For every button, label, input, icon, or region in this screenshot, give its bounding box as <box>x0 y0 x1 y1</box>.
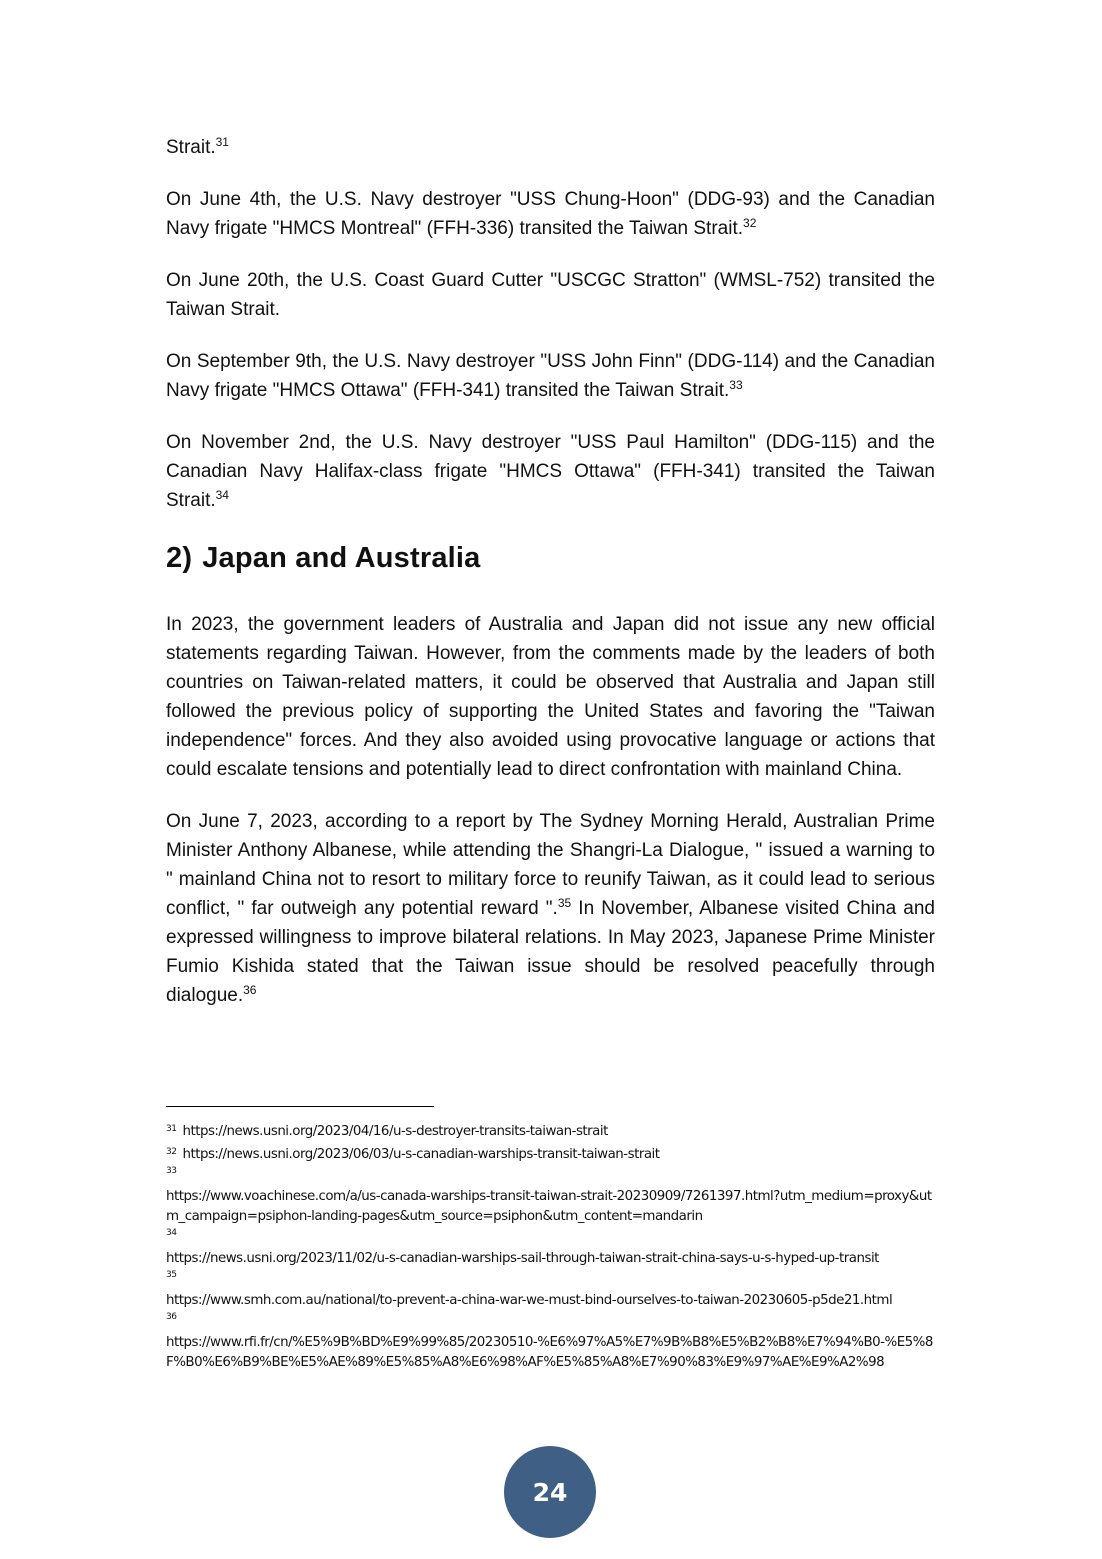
paragraph-november-2: On November 2nd, the U.S. Navy destroyer "USS Paul Hamilton" (DDG-115) and the Canadian Navy Halifax-class frigate "HMCS Ottawa" (FFH-341) transited the Taiwan Strait.$^{34}$ <box>166 432 935 511</box>
paragraph-strait-31: Strait.$^{31}$ <box>166 135 229 158</box>
footnote-36: 36 https://www.rfi.fr/cn/%E5%9B%BD%E9%99%85/20230510-%E6%97%A5%E7%9B%B8%E5%B2%B8%E7%94%B0-%E5%8F%B0%E6%B9%BE%E5%AE%89%E5%85%A8%E6%98%AF%E5%85%A8%E7%90%83%E9%97%AE%E9%A2%98 <box>166 1311 938 1373</box>
section-title: Japan and Australia <box>202 542 481 574</box>
footnote-ref-35[interactable]: 35 <box>557 896 572 910</box>
footnote-ref-33[interactable]: 33 <box>729 378 743 392</box>
main-text <box>166 133 935 1033</box>
footnote-link[interactable]: https://news.usni.org/2023/04/16/u-s-destroyer-transits-taiwan-strait <box>182 1124 608 1139</box>
paragraph-june-4: On June 4th, the U.S. Navy destroyer "USS Chung-Hoon" (DDG-93) and the Canadian Navy frigate "HMCS Montreal" (FFH-336) transited the Taiwan Strait.$^{32}$ <box>166 189 935 239</box>
paragraph-september-9: On September 9th, the U.S. Navy destroyer "USS John Finn" (DDG-114) and the Canadian Navy frigate "HMCS Ottawa" (FFH-341) transited the Taiwan Strait.$^{33}$ <box>166 351 935 401</box>
footnote-35: 35 https://www.smh.com.au/national/to-prevent-a-china-war-we-must-bind-ourselves-to-taiwan-20230605-p5de21.html <box>166 1269 938 1311</box>
section-heading <box>166 538 935 578</box>
footnote-31: $^{31}$ https://news.usni.org/2023/04/16/u-s-destroyer-transits-taiwan-strait <box>166 1124 608 1139</box>
page-number-badge: 24 <box>504 1446 596 1538</box>
footnote-link[interactable]: https://news.usni.org/2023/06/03/u-s-canadian-warships-transit-taiwan-strait <box>182 1147 660 1162</box>
footnote-ref-36[interactable]: 36 <box>243 983 257 997</box>
footnote-separator <box>166 1106 434 1107</box>
footnotes <box>166 1119 938 1373</box>
footnote-link[interactable]: https://www.voachinese.com/a/us-canada-warships-transit-taiwan-strait-20230909/7261397.html?utm_medium=proxy&utm_campaign=psiphon-landing-pages&utm_source=psiphon&utm_content=mandarin <box>166 1189 932 1224</box>
footnote-link[interactable]: https://www.smh.com.au/national/to-prevent-a-china-war-we-must-bind-ourselves-to-taiwan-20230605-p5de21.html <box>166 1293 893 1308</box>
paragraph-japan-australia-overview: In 2023, the government leaders of Australia and Japan did not issue any new official statements regarding Taiwan. However, from the comments made by the leaders of both countries on Taiwan-related matters, it could be observed that Australia and Japan still followed the previous policy of supporting the United States and favoring the "Taiwan independence" forces. And they also avoided using provocative language or actions that could escalate tensions and potentially lead to direct confrontation with mainland China. <box>166 614 935 780</box>
footnote-ref-32[interactable]: 32 <box>743 216 757 230</box>
section-number: 2) <box>166 542 193 574</box>
footnote-link[interactable]: https://news.usni.org/2023/11/02/u-s-canadian-warships-sail-through-taiwan-strait-china-says-u-s-hyped-up-transit <box>166 1251 879 1266</box>
paragraph-june-20: On June 20th, the U.S. Coast Guard Cutter "USCGC Stratton" (WMSL-752) transited the Taiwan Strait. <box>166 270 935 320</box>
footnote-32: $^{32}$ https://news.usni.org/2023/06/03/u-s-canadian-warships-transit-taiwan-strait <box>166 1147 660 1162</box>
footnote-33: 33 https://www.voachinese.com/a/us-canada-warships-transit-taiwan-strait-20230909/7261397.html?utm_medium=proxy&utm_campaign=psiphon-landing-pages&utm_source=psiphon&utm_content=mandarin <box>166 1165 938 1227</box>
paragraph-albanese-kishida: On June 7, 2023, according to a report by The Sydney Morning Herald, Australian Prime Minister Anthony Albanese, while attending the Shangri-La Dialogue, " issued a warning to " mainland China not to resort to military force to reunify Taiwan, as it could lead to serious conflict, " far outweigh any potential reward ".$^{35}$ In November, Albanese visited China and expressed willingness to improve bilateral relations. In May 2023, Japanese Prime Minister Fumio Kishida stated that the Taiwan issue should be resolved peacefully through dialogue.$^{36}$ <box>166 811 935 1006</box>
footnote-ref-34[interactable]: 34 <box>215 488 229 502</box>
footnote-link[interactable]: https://www.rfi.fr/cn/%E5%9B%BD%E9%99%85/20230510-%E6%97%A5%E7%9B%B8%E5%B2%B8%E7%94%B0-%E5%8F%B0%E6%B9%BE%E5%AE%89%E5%85%A8%E6%98%AF%E5%85%A8%E7%90%83%E9%97%AE%E9%A2%98 <box>166 1335 933 1370</box>
footnote-ref-31[interactable]: 31 <box>215 135 229 149</box>
footnote-34: 34 https://news.usni.org/2023/11/02/u-s-canadian-warships-sail-through-taiwan-strait-china-says-u-s-hyped-up-transit <box>166 1227 938 1269</box>
